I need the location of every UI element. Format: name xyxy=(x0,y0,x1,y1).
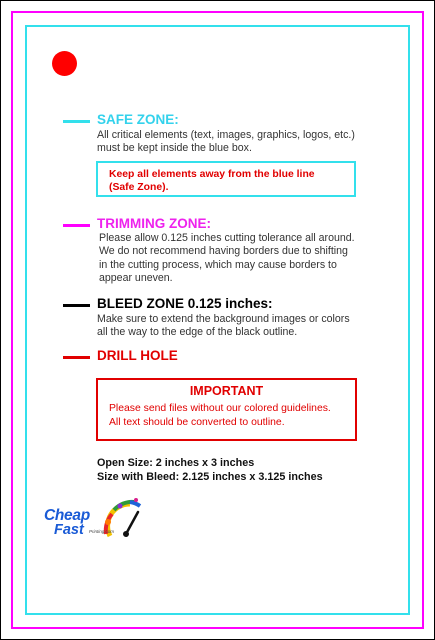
open-size: Open Size: 2 inches x 3 inches xyxy=(97,457,255,469)
bleed-size: Size with Bleed: 2.125 inches x 3.125 inches xyxy=(97,471,323,483)
trimming-zone-description xyxy=(99,232,399,285)
bleed-zone-line: all the way to the edge of the black outline. xyxy=(97,326,298,339)
important-line: All text should be converted to outline. xyxy=(109,417,285,428)
important-title: IMPORTANT xyxy=(189,384,264,398)
drill-hole-swatch xyxy=(63,356,90,359)
safe-zone-description xyxy=(97,129,397,156)
bleed-zone-line: Make sure to extend the background images or colors xyxy=(97,313,350,325)
drill-hole-heading: DRILL HOLE xyxy=(97,348,178,363)
bleed-zone-swatch xyxy=(63,304,90,307)
bleed-zone-heading: BLEED ZONE 0.125 inches: xyxy=(97,296,273,311)
trimming-zone-line: in the cutting process, which may cause borders to xyxy=(99,258,337,271)
trimming-zone-line: Please allow 0.125 inches cutting tolerance all around. xyxy=(99,232,355,244)
safe-zone-note-box xyxy=(96,161,356,197)
important-line: Please send files without our colored guidelines. xyxy=(109,403,331,414)
trimming-zone-line: appear uneven. xyxy=(99,271,173,284)
trimming-zone-swatch xyxy=(63,224,90,227)
logo-word-fast: Fast xyxy=(54,522,84,538)
paint-splash-gauge-icon xyxy=(100,496,220,540)
safe-zone-heading: SAFE ZONE: xyxy=(97,112,179,127)
safe-zone-swatch xyxy=(63,120,90,123)
drill-hole-marker xyxy=(52,51,77,76)
safe-zone-line: must be kept inside the blue box. xyxy=(97,142,252,155)
safe-zone-note-line: (Safe Zone). xyxy=(109,182,169,193)
safe-zone-line: All critical elements (text, images, graphics, logos, etc.) xyxy=(97,129,355,141)
logo-word-cheap: Cheap xyxy=(44,507,90,524)
safe-zone-note-line: Keep all elements away from the blue line xyxy=(109,169,315,180)
bleed-zone-description xyxy=(97,313,397,340)
safe-zone-note xyxy=(109,168,315,194)
logo-word-printing: Printing.com xyxy=(89,529,115,534)
trimming-zone-line: We do not recommend having borders due to shifting xyxy=(99,245,348,258)
trimming-zone-heading: TRIMMING ZONE: xyxy=(97,216,211,231)
important-box xyxy=(96,378,357,441)
